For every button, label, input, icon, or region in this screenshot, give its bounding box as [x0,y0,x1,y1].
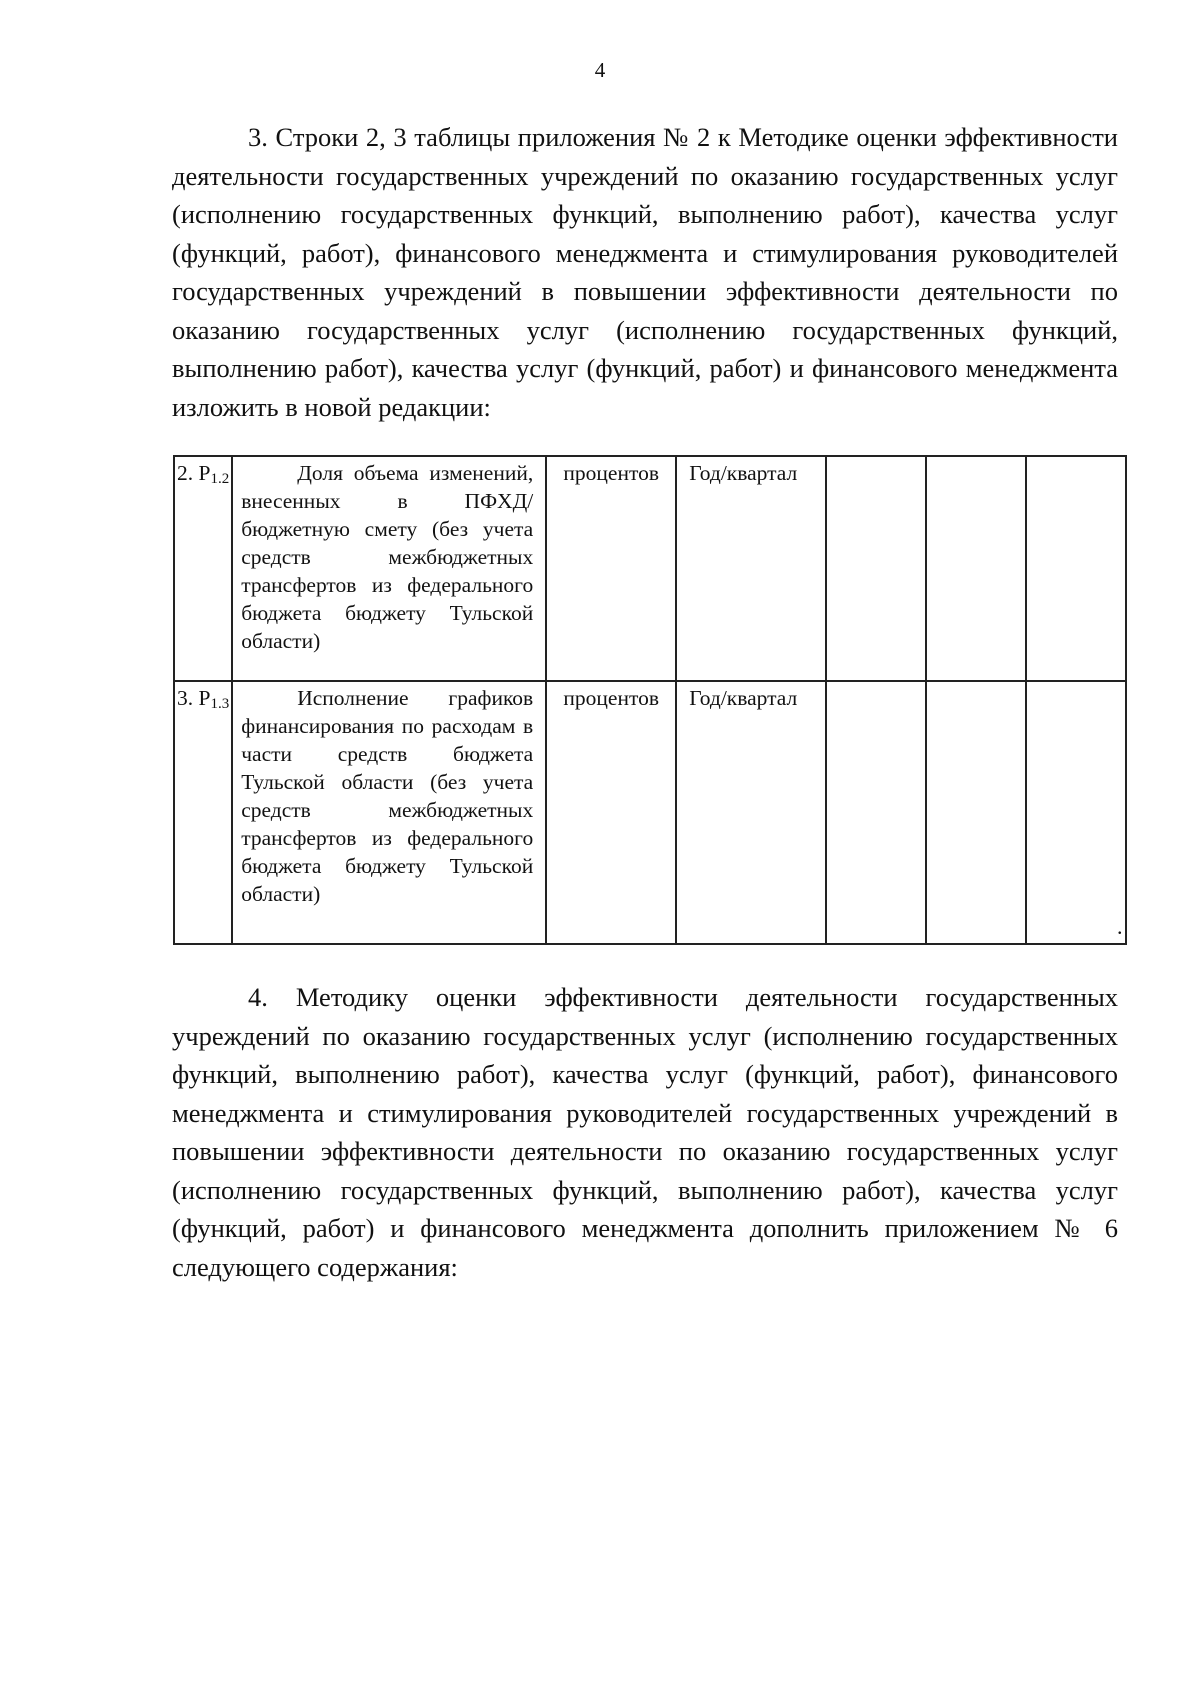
empty-cell [926,456,1026,681]
page-number: 4 [594,58,606,82]
empty-cell [826,681,926,944]
empty-cell [926,681,1026,944]
empty-cell [1026,456,1126,681]
paragraph-3: 3. Строки 2, 3 таблицы приложения № 2 к Методике оценки эффективности деятельности государственных учреждений по оказанию государственных услуг (исполнению государственных функций, выполнению работ), качества услуг (функций, работ), финансового менеджмента и стимулирования руководителей государственных учреждений в повышении эффективности деятельности по оказанию государственных услуг (исполнению государственных функций, выполнению работ), качества услуг (функций, работ) и финансового менеджмента изложить в новой редакции: [172,122,1118,422]
indicator-name: Исполнение графиков финансирования по расходам в части средств бюджета Тульской области (без учета средств межбюджетных трансфертов из федерального бюджета бюджету Тульской области) [241,686,534,906]
empty-cell [826,456,926,681]
row-number-cell [174,456,232,681]
empty-cell [1026,681,1126,944]
unit-cell: процентов [546,681,676,944]
unit-cell: процентов [546,456,676,681]
row-number-cell [174,681,232,944]
indicators-table [173,455,1127,945]
indicator-name-cell [232,456,546,681]
row-number: 3. P [177,686,211,710]
row-number-subscript: 1.3 [210,696,230,712]
paragraph-4: 4. Методику оценки эффективности деятельности государственных учреждений по оказанию государственных услуг (исполнению государственных функций, выполнению работ), качества услуг (функций, работ), финансового менеджмента и стимулирования руководителей государственных учреждений в повышении эффективности деятельности по оказанию государственных услуг (исполнению государственных функций, выполнению работ), качества услуг (функций, работ) и финансового менеджмента дополнить приложением № 6 следующего содержания: [172,982,1118,1282]
table-row [174,681,1126,944]
indicator-name-cell [232,681,546,944]
table-trailing-mark: . [1117,914,1123,939]
period-cell: Год/квартал [676,681,826,944]
table-row [174,456,1126,681]
row-number-subscript: 1.2 [210,471,230,487]
row-number: 2. P [177,461,211,485]
indicator-name: Доля объема изменений, внесенных в ПФХД/бюджетную смету (без учета средств межбюджетных трансфертов из федерального бюджета бюджету Тульской области) [241,461,534,653]
period-cell: Год/квартал [676,456,826,681]
